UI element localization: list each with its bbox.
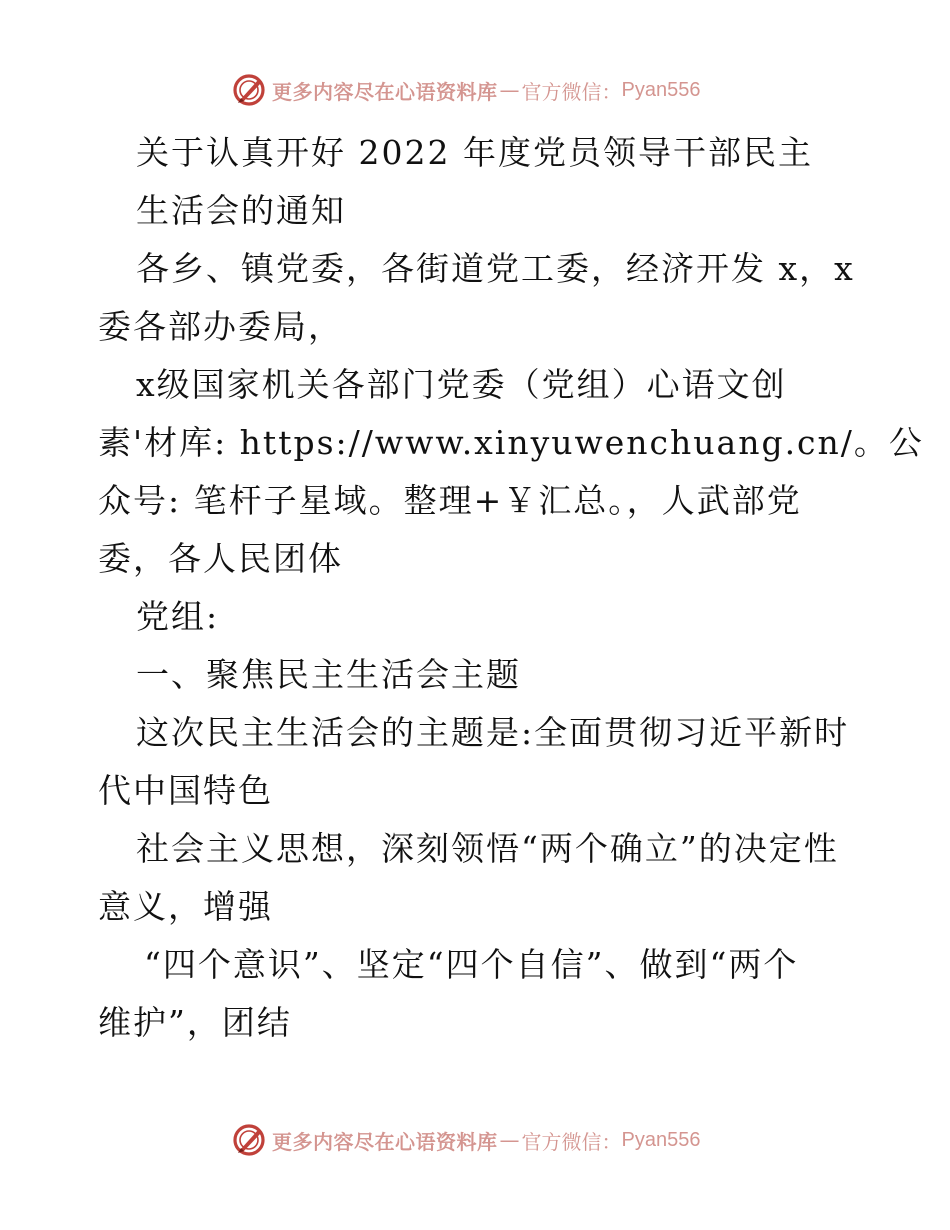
paragraph-line: 社会主义思想，深刻领悟“两个确立”的决定性 <box>136 829 839 868</box>
document-title-line-2: 生活会的通知 <box>136 191 346 230</box>
banner-wechat-label: 官方微信： <box>521 1129 622 1154</box>
banner-separator: — <box>499 1128 520 1152</box>
paragraph-line: 各乡、镇党委，各街道党工委，经济开发 x，x <box>136 249 855 288</box>
paragraph-line: 委各部办委局， <box>98 307 343 346</box>
banner-wechat-id: Pyan556 <box>621 78 701 101</box>
paragraph-line: 代中国特色 <box>98 771 273 810</box>
quill-pen-logo-icon <box>232 1123 266 1157</box>
banner-library-text: 更多内容尽在心语资料库 <box>272 79 498 104</box>
paragraph-line: 维护”，团结 <box>98 1003 292 1042</box>
footer-watermark-banner <box>232 1122 752 1158</box>
paragraph-line: 素'材库: https://www.xinyuwenchuang.cn/。公 <box>98 423 924 462</box>
document-body <box>98 124 924 1052</box>
header-watermark-banner <box>232 72 752 108</box>
banner-library-text: 更多内容尽在心语资料库 <box>272 1129 498 1154</box>
banner-wechat-id: Pyan556 <box>621 1128 701 1151</box>
document-title-line-1: 关于认真开好 2022 年度党员领导干部民主 <box>136 133 813 172</box>
paragraph-line: 这次民主生活会的主题是:全面贯彻习近平新时 <box>136 713 850 752</box>
paragraph-line: 党组: <box>136 597 220 636</box>
banner-wechat-label: 官方微信： <box>521 79 622 104</box>
banner-separator: — <box>499 78 520 102</box>
paragraph-line: x级国家机关各部门党委（党组）心语文创 <box>136 365 787 404</box>
section-heading: 一、聚焦民主生活会主题 <box>136 655 521 694</box>
paragraph-line: 意义，增强 <box>98 887 273 926</box>
paragraph-line: “四个意识”、坚定“四个自信”、做到“两个 <box>144 945 799 984</box>
quill-pen-logo-icon <box>232 73 266 107</box>
paragraph-line: 众号: 笔杆子星域。整理+￥汇总。，人武部党 <box>98 481 802 520</box>
paragraph-line: 委，各人民团体 <box>98 539 343 578</box>
